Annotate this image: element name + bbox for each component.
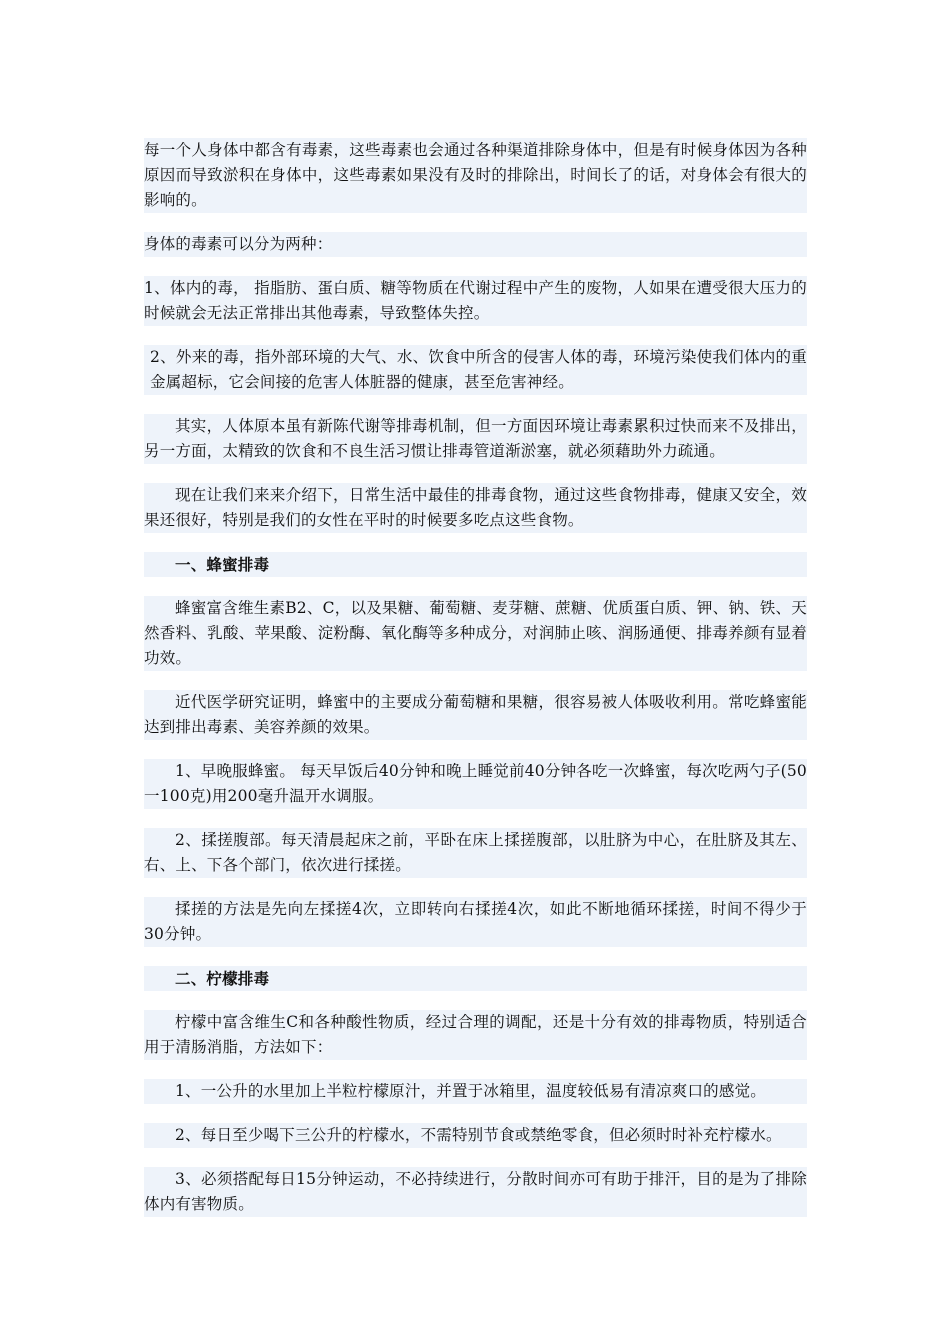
lemon-intro-paragraph: 柠檬中富含维生C和各种酸性物质，经过合理的调配，还是十分有效的排毒物质，特别适合用于清肠消脂，方法如下：	[144, 1010, 807, 1060]
honey-nutrients-paragraph: 蜂蜜富含维生素B2、C，以及果糖、葡萄糖、麦芽糖、蔗糖、优质蛋白质、钾、钠、铁、天然香料、乳酸、苹果酸、淀粉酶、氧化酶等多种成分，对润肺止咳、润肠通便、排毒养颜有显着功效。	[144, 596, 807, 671]
section-heading-honey: 一、蜂蜜排毒	[144, 552, 807, 577]
honey-research-paragraph: 近代医学研究证明，蜂蜜中的主要成分葡萄糖和果糖，很容易被人体吸收利用。常吃蜂蜜能达到排出毒素、美容养颜的效果。	[144, 690, 807, 740]
massage-method-paragraph: 揉搓的方法是先向左揉搓4次，立即转向右揉搓4次，如此不断地循环揉搓，时间不得少于30分钟。	[144, 897, 807, 947]
toxin-types-intro: 身体的毒素可以分为两种：	[144, 232, 807, 257]
honey-method-2: 2、揉搓腹部。每天清晨起床之前，平卧在床上揉搓腹部，以肚脐为中心，在肚脐及其左、右、上、下各个部门，依次进行揉搓。	[144, 828, 807, 878]
lemon-method-1: 1、一公升的水里加上半粒柠檬原汁，并置于冰箱里，温度较低易有清凉爽口的感觉。	[144, 1079, 807, 1104]
detox-mechanism-paragraph: 其实，人体原本虽有新陈代谢等排毒机制，但一方面因环境让毒素累积过快而来不及排出，另一方面，太精致的饮食和不良生活习惯让排毒管道渐淤塞，就必须藉助外力疏通。	[144, 414, 807, 464]
detox-foods-intro: 现在让我们来来介绍下，日常生活中最佳的排毒食物，通过这些食物排毒，健康又安全，效果还很好，特别是我们的女性在平时的时候要多吃点这些食物。	[144, 483, 807, 533]
internal-toxin-paragraph: 1、体内的毒， 指脂肪、蛋白质、糖等物质在代谢过程中产生的废物，人如果在遭受很大压力的时候就会无法正常排出其他毒素，导致整体失控。	[144, 276, 807, 326]
document-body	[144, 138, 807, 1236]
honey-method-1: 1、早晚服蜂蜜。 每天早饭后40分钟和晚上睡觉前40分钟各吃一次蜂蜜，每次吃两勺子(50一100克)用200毫升温开水调服。	[144, 759, 807, 809]
section-heading-lemon: 二、柠檬排毒	[144, 966, 807, 991]
lemon-method-3: 3、必须搭配每日15分钟运动，不必持续进行，分散时间亦可有助于排汗，目的是为了排除体内有害物质。	[144, 1167, 807, 1217]
intro-paragraph: 每一个人身体中都含有毒素，这些毒素也会通过各种渠道排除身体中，但是有时候身体因为各种原因而导致淤积在身体中，这些毒素如果没有及时的排除出，时间长了的话，对身体会有很大的影响的。	[144, 138, 807, 213]
external-toxin-paragraph: 2、外来的毒，指外部环境的大气、水、饮食中所含的侵害人体的毒，环境污染使我们体内的重金属超标，它会间接的危害人体脏器的健康，甚至危害神经。	[144, 345, 807, 395]
lemon-method-2: 2、每日至少喝下三公升的柠檬水，不需特别节食或禁绝零食，但必须时时补充柠檬水。	[144, 1123, 807, 1148]
